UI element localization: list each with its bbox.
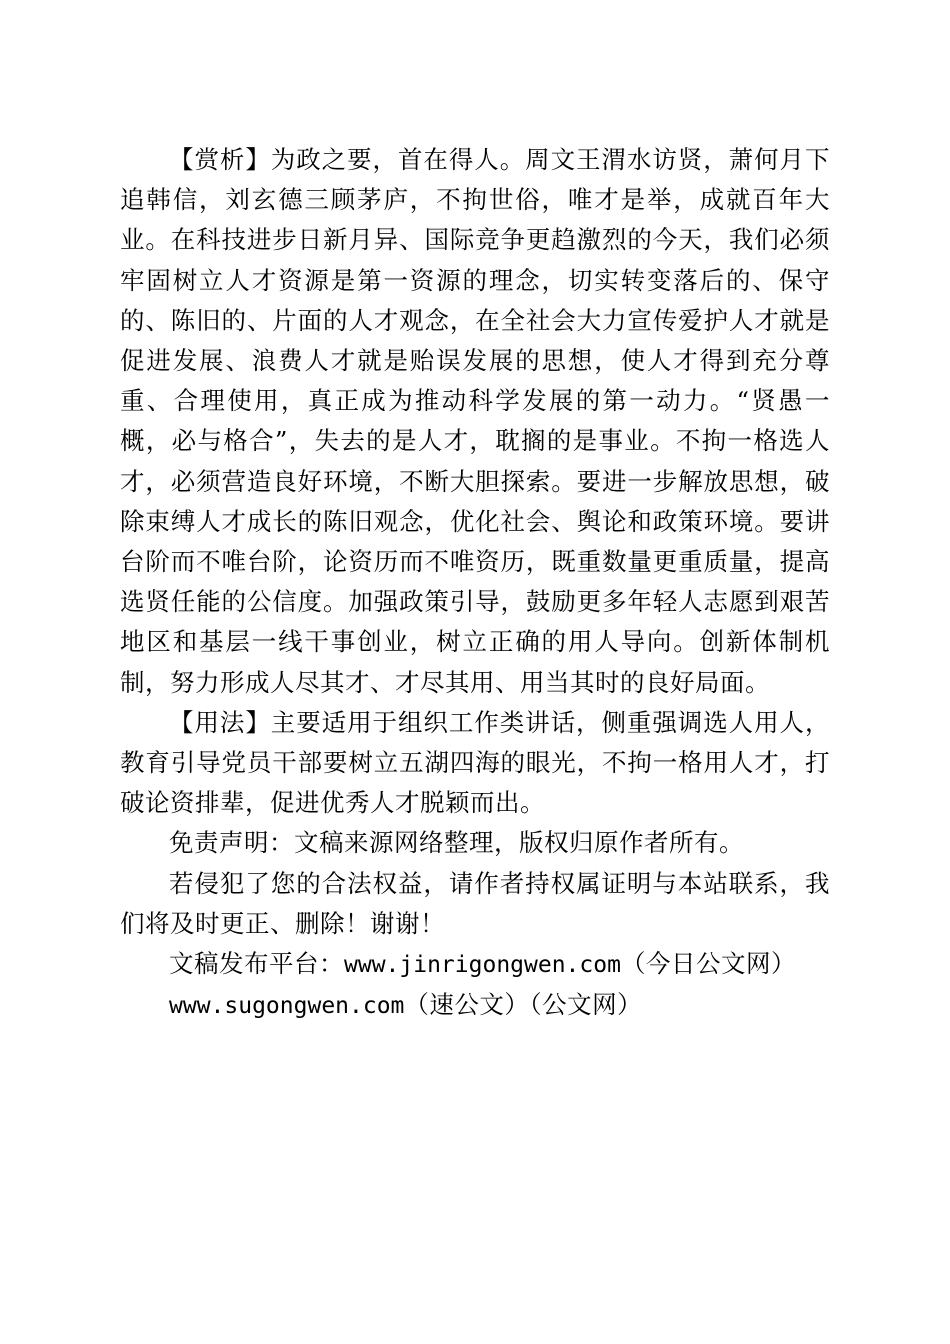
platform-url-sugongwen[interactable]: www.sugongwen.com bbox=[169, 993, 405, 1020]
platform-line bbox=[120, 944, 830, 985]
disclaimer-paragraph: 免责声明：文稿来源网络整理，版权归原作者所有。 bbox=[169, 828, 744, 858]
platform-url-jinrigongwen-name: （今日公文网） bbox=[620, 949, 796, 979]
appreciation-paragraph: 【赏析】为政之要，首在得人。周文王渭水访贤，萧何月下追韩信，刘玄德三顾茅庐，不拘世俗，唯才是举，成就百年大业。在科技进步日新月异、国际竞争更趋激烈的今天，我们必须牢固树立人才资源是第一资源的理念，切实转变落后的、保守的、陈旧的、片面的人才观念，在全社会大力宣传爱护人才就是促进发展、浪费人才就是贻误发展的思想，使人才得到充分尊重、合理使用，真正成为推动科学发展的第一动力。“贤愚一概，必与格合”，失去的是人才，耽搁的是事业。不拘一格选人才，必须营造良好环境，不断大胆探索。要进一步解放思想，破除束缚人才成长的陈旧观念，优化社会、舆论和政策环境。要讲台阶而不唯台阶，论资历而不唯资历，既重数量更重质量，提高选贤任能的公信度。加强政策引导，鼓励更多年轻人志愿到艰苦地区和基层一线干事创业，树立正确的用人导向。创新体制机制，努力形成人尽其才、才尽其用、用当其时的良好局面。 bbox=[120, 145, 830, 697]
document-body bbox=[120, 140, 830, 1026]
infringement-paragraph: 若侵犯了您的合法权益，请作者持权属证明与本站联系，我们将及时更正、删除！谢谢！ bbox=[120, 868, 830, 938]
platform-line-2 bbox=[120, 985, 830, 1026]
platform-label: 文稿发布平台： bbox=[169, 949, 344, 979]
platform-url-jinrigongwen[interactable]: www.jinrigongwen.com bbox=[344, 952, 621, 979]
usage-paragraph: 【用法】主要适用于组织工作类讲话，侧重强调选人用人，教育引导党员干部要树立五湖四海的眼光，不拘一格用人才，打破论资排辈，促进优秀人才脱颖而出。 bbox=[120, 707, 830, 818]
platform-url-sugongwen-name: （速公文）（公文网） bbox=[404, 990, 643, 1020]
